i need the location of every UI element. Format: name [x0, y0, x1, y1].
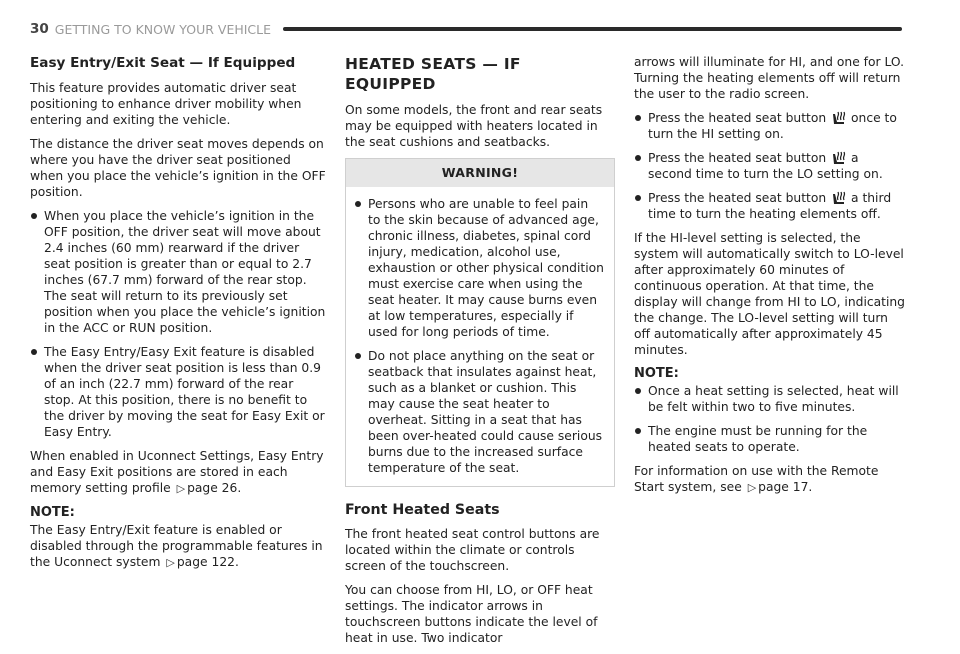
list-item: Do not place anything on the seat or seatback that insulates against heat, such as a blanket or cushion. This may cause the seat heater to overheat. Sitting in a seat that has been over-heated could cause serious burns due to the increased surface temperature of the seat.	[354, 348, 604, 476]
page-reference-link[interactable]: page 26.	[187, 481, 242, 495]
front-heated-settings: You can choose from HI, LO, or OFF heat settings. The indicator arrows in touchscreen buttons indicate the level of heat in use. Two indicator	[345, 583, 598, 645]
easy-entry-bullets	[30, 208, 326, 440]
warning-list	[354, 196, 604, 476]
step-text: Press the heated seat button	[648, 191, 827, 205]
note-list	[634, 383, 906, 455]
note-label: NOTE:	[634, 366, 679, 381]
step-text: Press the heated seat button	[648, 111, 827, 125]
chapter-title: GETTING TO KNOW YOUR VEHICLE	[54, 21, 272, 37]
heated-seats-title: HEATED SEATS — IF EQUIPPED	[345, 55, 521, 93]
warning-body	[346, 187, 614, 486]
column-heated-seats	[345, 54, 615, 654]
page-number: 30	[30, 21, 49, 37]
heated-seat-icon	[831, 191, 846, 205]
page-reference-icon: ▷	[176, 482, 186, 495]
list-item	[634, 110, 906, 142]
hi-lo-explanation: If the HI-level setting is selected, the system will automatically switch to LO-level after approximately 60 minutes of continuous operation. At that time, the display will change from HI to LO, indicating the change. The LO-level setting will turn off automatically after approximately 45 minutes.	[634, 231, 905, 357]
page-reference-link[interactable]: page 17.	[758, 480, 813, 494]
easy-entry-distance: The distance the driver seat moves depends on where you have the driver seat positioned when you place the vehicle’s ignition in the OFF position.	[30, 137, 326, 199]
front-heated-location: The front heated seat control buttons are located within the climate or controls screen of the touchscreen.	[345, 527, 600, 573]
easy-entry-title: Easy Entry/Exit Seat — If Equipped	[30, 55, 296, 71]
warning-box	[345, 158, 615, 487]
page-reference-icon: ▷	[747, 481, 757, 494]
easy-entry-intro: This feature provides automatic driver seat positioning to enhance driver mobility when entering and exiting the vehicle.	[30, 81, 302, 127]
step-text: a third time to turn the heating elements off.	[648, 191, 892, 221]
list-item	[634, 150, 906, 182]
page-reference-icon: ▷	[166, 556, 175, 569]
note-label: NOTE:	[30, 505, 75, 520]
easy-entry-uconnect	[30, 448, 326, 497]
column-easy-entry	[30, 54, 326, 579]
step-text: once to turn the HI setting on.	[648, 111, 897, 141]
paragraph-text: For information on use with the Remote Start system, see	[634, 464, 879, 494]
header-rule	[283, 27, 902, 31]
list-item: The engine must be running for the heated seats to operate.	[634, 423, 906, 455]
column-heated-continued	[634, 54, 906, 504]
list-item: When you place the vehicle’s ignition in the OFF position, the driver seat will move about 2.4 inches (60 mm) rearward if the driver seat position is greater than or equal to 2.7 inches (67.7 mm) forward of the rear stop. The seat will return to its previously set position when you place the vehicle’s ignition in the ACC or RUN position.	[30, 208, 326, 336]
page-header	[30, 18, 902, 40]
heated-seat-icon	[831, 151, 846, 165]
note-text	[30, 522, 326, 571]
heated-continued-text: arrows will illuminate for HI, and one for LO. Turning the heating elements off will return the user to the radio screen.	[634, 55, 904, 101]
page-reference-link[interactable]: page 122.	[176, 555, 239, 569]
list-item: The Easy Entry/Easy Exit feature is disabled when the driver seat position is less than 0.9 of an inch (22.7 mm) forward of the rear stop. At this position, there is no benefit to the driver by moving the seat for Easy Exit or Easy Entry.	[30, 344, 326, 440]
heated-steps	[634, 110, 906, 222]
paragraph-text: The Easy Entry/Exit feature is enabled or disabled through the programmable features in the Uconnect system	[30, 523, 323, 569]
heated-seats-intro: On some models, the front and rear seats may be equipped with heaters located in the seat cushions and seatbacks.	[345, 103, 603, 149]
heated-seat-icon	[831, 111, 846, 125]
remote-start-text	[634, 463, 906, 496]
list-item: Once a heat setting is selected, heat will be felt within two to five minutes.	[634, 383, 906, 415]
step-text: Press the heated seat button	[648, 151, 827, 165]
step-text: a second time to turn the LO setting on.	[648, 151, 883, 181]
list-item: Persons who are unable to feel pain to the skin because of advanced age, chronic illness, diabetes, spinal cord injury, medication, alcohol use, exhaustion or other physical condition must exercise care when using the seat heater. It may cause burns even at low temperatures, especially if used for long periods of time.	[354, 196, 604, 340]
warning-title: WARNING!	[346, 159, 614, 187]
paragraph-text: When enabled in Uconnect Settings, Easy Entry and Easy Exit positions are stored in each memory setting profile	[30, 449, 324, 495]
list-item	[634, 190, 906, 222]
front-heated-seats-title: Front Heated Seats	[345, 502, 500, 518]
